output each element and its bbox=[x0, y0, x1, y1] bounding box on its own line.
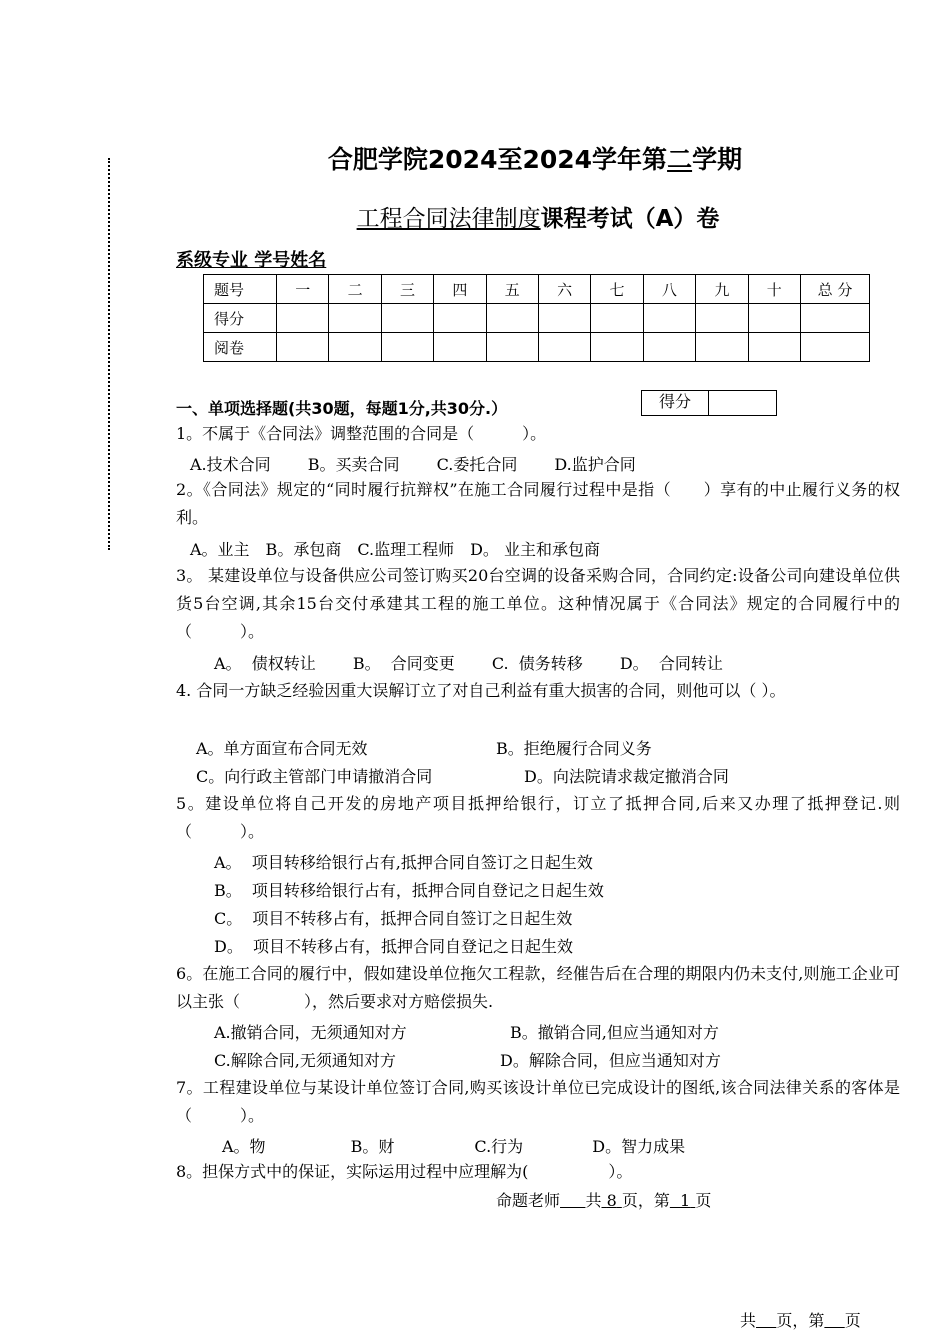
question-5-option-c: C。 项目不转移占有，抵押合同自签订之日起生效 bbox=[214, 909, 573, 928]
score-table-score-row: 得分 bbox=[204, 304, 870, 333]
question-4-option-b: B。拒绝履行合同义务 bbox=[496, 739, 652, 758]
score-table-review-row: 阅卷 bbox=[204, 333, 870, 362]
question-2-options: A。业主 B。承包商 C.监理工程师 D。 业主和承包商 bbox=[190, 540, 600, 559]
question-6-option-b: B。撤销合同,但应当通知对方 bbox=[510, 1023, 719, 1042]
course-name: 工程合同法律制度 bbox=[356, 206, 541, 232]
question-6-option-d: D。解除合同，但应当通知对方 bbox=[500, 1051, 721, 1070]
question-7: 7。工程建设单位与某设计单位签订合同,购买该设计单位已完成设计的图纸,该合同法律关系的客体是（ ）。 bbox=[176, 1078, 900, 1125]
question-1-options: A.技术合同 B。买卖合同 C.委托合同 D.监护合同 bbox=[190, 455, 636, 474]
question-1: 1。不属于《合同法》调整范围的合同是（ ）。 bbox=[176, 424, 547, 443]
section-title: 一、单项选择题(共30题，每题1分,共30分.） bbox=[176, 399, 508, 418]
question-5-option-a: A。 项目转移给银行占有,抵押合同自签订之日起生效 bbox=[214, 853, 593, 872]
question-4-option-a: A。单方面宣布合同无效 bbox=[196, 739, 368, 758]
question-3: 3。 某建设单位与设备供应公司签订购买20台空调的设备采购合同，合同约定:设备公司向建设单位供货5台空调,其余15台交付承建其工程的施工单位。这种情况属于《合同法》规定的合同履行中的（ ）。 bbox=[176, 566, 900, 641]
question-5-option-b: B。 项目转移给银行占有，抵押合同自登记之日起生效 bbox=[214, 881, 604, 900]
question-7-options: A。物 B。财 C.行为 D。智力成果 bbox=[222, 1137, 686, 1156]
question-3-options: A。 债权转让 B。 合同变更 C. 债务转移 D。 合同转让 bbox=[214, 654, 723, 673]
exam-title: 合肥学院2024至2024学年第二学期 bbox=[327, 145, 743, 174]
page-footer: 命题老师 共 8 页，第 1 页 bbox=[496, 1191, 712, 1210]
question-4: 4. 合同一方缺乏经验因重大误解订立了对自己利益有重大损害的合同，则他可以（ ）。 bbox=[176, 681, 786, 700]
question-5-option-d: D。 项目不转移占有，抵押合同自登记之日起生效 bbox=[214, 937, 574, 956]
student-info: 系级专业 学号姓名 bbox=[176, 250, 327, 271]
question-8: 8。担保方式中的保证，实际运用过程中应理解为( ）。 bbox=[176, 1162, 633, 1181]
question-2: 2。《合同法》规定的“同时履行抗辩权”在施工合同履行过程中是指（ ）享有的中止履行义务的权利。 bbox=[176, 480, 900, 527]
question-4-option-c: C。向行政主管部门申请撤消合同 bbox=[196, 767, 433, 786]
question-6: 6。在施工合同的履行中，假如建设单位拖欠工程款，经催告后在合理的期限内仍未支付,则施工企业可以主张（ ），然后要求对方赔偿损失. bbox=[176, 964, 900, 1011]
score-table-header-row: 题号 一 二 三 四 五 六 七 八 九 十 总 分 bbox=[204, 275, 870, 304]
question-6-option-a: A.撤销合同，无须通知对方 bbox=[214, 1023, 407, 1042]
question-4-option-d: D。向法院请求裁定撤消合同 bbox=[524, 767, 729, 786]
question-6-option-c: C.解除合同,无须通知对方 bbox=[214, 1051, 396, 1070]
question-5: 5。建设单位将自己开发的房地产项目抵押给银行，订立了抵押合同,后来又办理了抵押登记.则（ ）。 bbox=[176, 794, 900, 841]
section-score-box: 得分 bbox=[641, 390, 777, 416]
exam-subtitle: 工程合同法律制度课程考试（A）卷 bbox=[356, 206, 720, 232]
page-number-footer: 共 页，第 页 bbox=[740, 1311, 861, 1330]
score-table bbox=[203, 274, 870, 362]
